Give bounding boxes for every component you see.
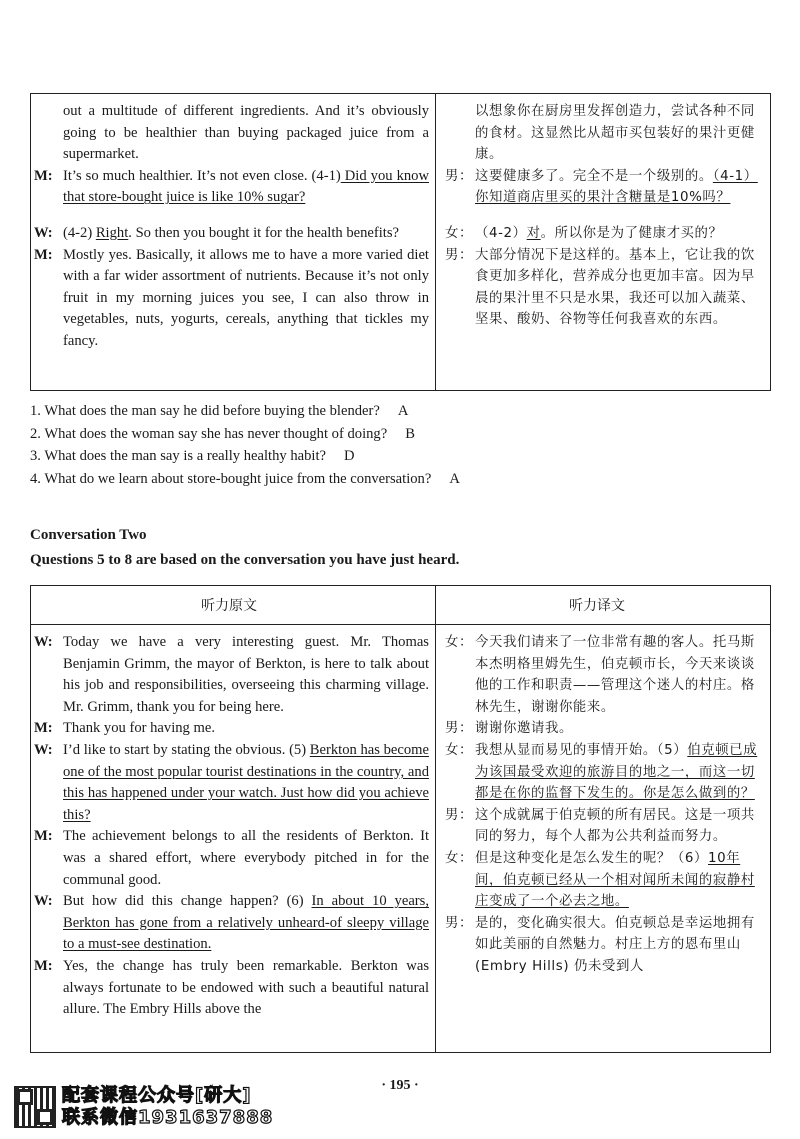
dialogue-turn bbox=[31, 245, 435, 353]
speaker-label: M: bbox=[34, 828, 53, 845]
dialogue-text: (4-2) bbox=[63, 224, 96, 241]
watermark-line-2: 联系微信1931637888 bbox=[62, 1107, 274, 1128]
dialogue-text: 这要健康多了。完全不是一个级别的。 bbox=[475, 168, 713, 184]
speaker-label: 男： bbox=[445, 168, 473, 184]
dialogue-text: The achievement belongs to all the residents of Berkton. It was a shared effort, where everybody pitched in for the communal good. bbox=[63, 828, 429, 888]
dialogue-turn bbox=[437, 245, 772, 331]
qr-code-icon bbox=[14, 1086, 56, 1128]
underlined-answer-text: Berkton has become one of the most popular tourist destinations in the country, and this has happened under your watch. Just how did you achieve this? bbox=[63, 741, 429, 823]
dialogue-turn bbox=[31, 166, 435, 209]
dialogue-text: But how did this change happen? (6) bbox=[63, 893, 312, 910]
dialogue-text: Thank you for having me. bbox=[63, 720, 215, 737]
dialogue-turn bbox=[437, 101, 772, 166]
speaker-label: W: bbox=[34, 741, 53, 758]
answer-letter: A bbox=[449, 470, 460, 487]
dialogue-turn bbox=[31, 718, 435, 740]
dialogue-turn bbox=[31, 826, 435, 891]
dialogue-text: out a multitude of different ingredients. And it’s obviously going to be healthier than buying packaged juice from a supermarket. bbox=[63, 103, 429, 163]
dialogue-text: 以想象你在厨房里发挥创造力，尝试各种不同的食材。这显然比从超市买包装好的果汁更健康。 bbox=[475, 104, 755, 163]
page-number: · 195 · bbox=[381, 1078, 419, 1093]
question-item bbox=[30, 400, 460, 423]
dialogue-turn bbox=[437, 718, 772, 740]
dialogue-text: It’s so much healthier. It’s not even close. (4-1) bbox=[63, 167, 341, 184]
dialogue-text: 。所以你是为了健康才买的？ bbox=[540, 225, 723, 241]
transcript-table-2 bbox=[30, 585, 771, 1053]
underlined-answer-text: Did you know that store-bought juice is like 10% sugar? bbox=[63, 167, 429, 206]
answer-letter: A bbox=[397, 403, 409, 419]
speaker-label: M: bbox=[34, 167, 53, 184]
dialogue-turn bbox=[31, 101, 435, 166]
speaker-label: M: bbox=[34, 246, 53, 263]
column-divider bbox=[435, 586, 436, 1052]
chinese-translation-column bbox=[437, 632, 772, 978]
header-translation: 听力译文 bbox=[569, 598, 625, 614]
speaker-label: W: bbox=[34, 224, 53, 241]
question-text: 3. What does the man say is a really healthy habit? bbox=[30, 448, 326, 464]
question-item bbox=[30, 468, 460, 491]
english-transcript-column bbox=[31, 101, 435, 353]
dialogue-text: 但是这种变化是怎么发生的呢？（6） bbox=[475, 850, 708, 866]
underlined-answer-text: In about 10 years, Berkton has gone from a relatively unheard-of sleepy village to a must-see destination. bbox=[63, 893, 429, 953]
dialogue-turn bbox=[31, 740, 435, 826]
dialogue-turn bbox=[437, 805, 772, 848]
answer-letter: D bbox=[343, 448, 355, 464]
speaker-label: M: bbox=[34, 957, 53, 974]
speaker-label: M: bbox=[34, 720, 53, 737]
dialogue-text: 这个成就属于伯克顿的所有居民。这是一项共同的努力，每个人都为公共利益而努力。 bbox=[475, 807, 755, 845]
dialogue-text: Today we have a very interesting guest. Mr. Thomas Benjamin Grimm, the mayor of Berkton, is here to talk about his job and responsibilities, overseeing this charming village. Mr. Grimm, thank you for being here. bbox=[63, 634, 429, 715]
underlined-answer-text: 伯克顿已成为该国最受欢迎的旅游目的地之一，而这一切都是在你的监督下发生的。你是怎么做到的？ bbox=[475, 742, 758, 802]
dialogue-turn bbox=[437, 632, 772, 718]
question-item bbox=[30, 445, 460, 468]
question-text: 1. What does the man say he did before buying the blender? bbox=[30, 403, 380, 419]
column-divider bbox=[435, 94, 436, 390]
dialogue-text: 今天我们请来了一位非常有趣的客人。托马斯本杰明格里姆先生，伯克顿市长，今天来谈谈他的工作和职责——管理这个迷人的村庄。格林先生，谢谢你能来。 bbox=[475, 635, 755, 715]
dialogue-turn bbox=[437, 166, 772, 209]
question-list bbox=[30, 400, 460, 490]
question-item bbox=[30, 423, 460, 446]
dialogue-text: I’d like to start by stating the obvious. (5) bbox=[63, 741, 310, 758]
underlined-answer-text: Right bbox=[95, 224, 129, 241]
underlined-answer-text: （4-1）你知道商店里买的果汁含糖量是10%吗？ bbox=[475, 168, 758, 206]
dialogue-text: Mostly yes. Basically, it allows me to have a more varied diet with a far wider assortment of nutrients. Because it’s not only fruit in my morning juices you see, I can also throw in vegetables, nuts, yogurts, cereals, anything that tickles my fancy. bbox=[63, 246, 429, 349]
question-text: 4. What do we learn about store-bought juice from the conversation? bbox=[30, 470, 432, 487]
dialogue-text: 大部分情况下是这样的。基本上，它让我的饮食更加多样化，营养成分也更加丰富。因为早晨的果汁里不只是水果，我还可以加入蔬菜、坚果、酸奶、谷物等任何我喜欢的东西。 bbox=[475, 247, 755, 328]
speaker-label: 女： bbox=[445, 635, 473, 650]
underlined-answer-text: 10年间，伯克顿已经从一个相对闻所未闻的寂静村庄变成了一个必去之地。 bbox=[475, 850, 755, 910]
table-header-row bbox=[31, 586, 770, 625]
watermark bbox=[14, 1086, 314, 1132]
speaker-label: 男： bbox=[445, 915, 473, 931]
dialogue-text: . So then you bought it for the health benefits? bbox=[128, 224, 400, 241]
dialogue-turn bbox=[437, 740, 772, 805]
dialogue-turn bbox=[31, 223, 435, 245]
dialogue-text: 我想从显而易见的事情开始。（5） bbox=[475, 742, 688, 758]
watermark-line-1: 配套课程公众号[研大] bbox=[62, 1085, 252, 1106]
chinese-translation-column bbox=[437, 101, 772, 331]
answer-letter: B bbox=[405, 425, 415, 442]
speaker-label: 女： bbox=[445, 225, 473, 241]
dialogue-turn bbox=[437, 913, 772, 978]
question-text: 2. What does the woman say she has never thought of doing? bbox=[30, 425, 388, 442]
section-instructions: Questions 5 to 8 are based on the conversation you have just heard. bbox=[30, 552, 460, 568]
dialogue-turn bbox=[437, 223, 772, 245]
dialogue-turn bbox=[31, 956, 435, 1021]
speaker-label: W: bbox=[34, 893, 53, 910]
section-title: Conversation Two bbox=[30, 527, 147, 543]
dialogue-text: （4-2） bbox=[475, 225, 527, 241]
speaker-label: 女： bbox=[445, 850, 473, 866]
speaker-label: 男： bbox=[445, 247, 473, 263]
english-transcript-column bbox=[31, 632, 435, 1021]
dialogue-turn bbox=[31, 632, 435, 718]
speaker-label: 女： bbox=[445, 742, 473, 758]
speaker-label: 男： bbox=[445, 807, 473, 823]
speaker-label: 男： bbox=[445, 721, 473, 737]
dialogue-turn bbox=[437, 848, 772, 913]
dialogue-text: 谢谢你邀请我。 bbox=[475, 721, 573, 737]
header-original-text: 听力原文 bbox=[201, 598, 257, 614]
dialogue-text: 是的，变化确实很大。伯克顿总是幸运地拥有如此美丽的自然魅力。村庄上方的恩布里山 (Embry Hills) 仍未受到人 bbox=[475, 915, 755, 974]
dialogue-turn bbox=[31, 891, 435, 956]
speaker-label: W: bbox=[34, 634, 53, 650]
underlined-answer-text: 对 bbox=[526, 225, 541, 241]
transcript-table-1 bbox=[30, 93, 771, 391]
dialogue-text: Yes, the change has truly been remarkable. Berkton was always fortunate to be endowed with such a beautiful natural allure. The Embry Hills above the bbox=[63, 957, 429, 1018]
